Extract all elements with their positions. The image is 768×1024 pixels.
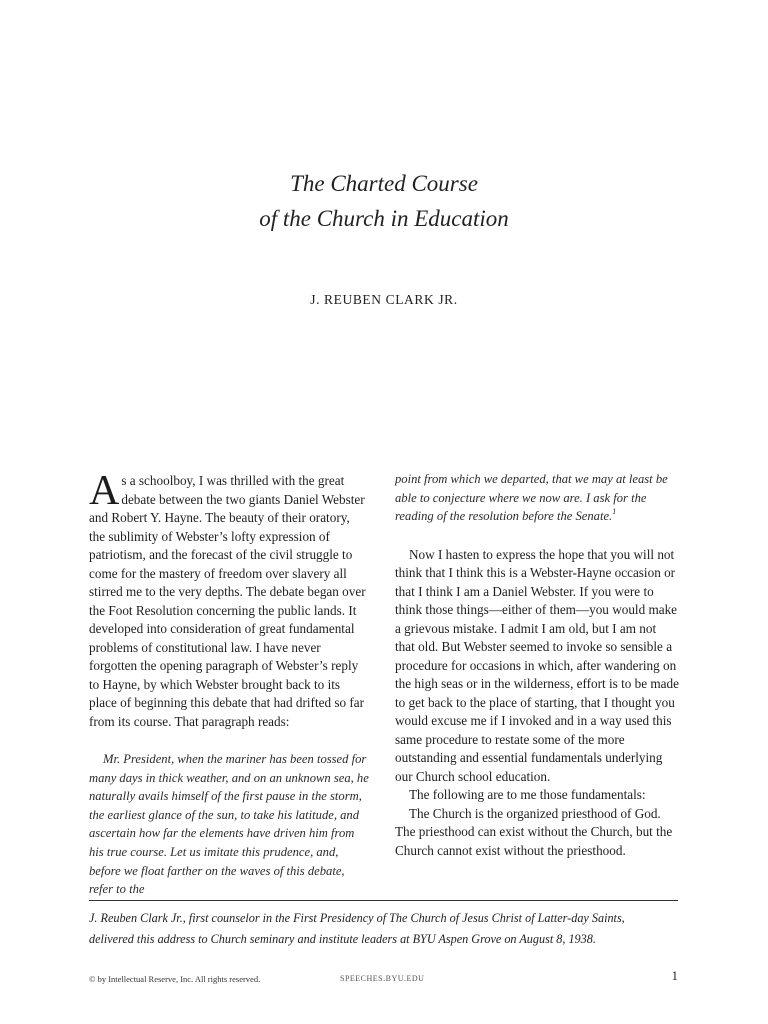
page-number: 1 — [671, 968, 678, 983]
left-column — [89, 468, 369, 899]
copyright-notice: © by Intellectual Reserve, Inc. All rights reserved. — [89, 974, 261, 984]
author-footnote — [89, 908, 689, 949]
footnote-divider — [89, 900, 678, 901]
body-paragraph: Now I hasten to express the hope that you will not think that I think this is a Webster-Hayne occasion or that I think I am a Daniel Webster. If you were to think those things—either of them—you would make a grievous mistake. I admit I am old, but I am not that old. But Webster seemed to invoke so sensible a procedure for occasions in which, after wandering on the high seas or in the wilderness, effort is to be made to get back to the place of starting, that I thought you would excuse me if I invoked and in a way used this same procedure to restate some of the more outstanding and essential fundamentals underlying our Church school education. — [395, 546, 679, 784]
footnote-line-2: delivered this address to Church seminary and institute leaders at BYU Aspen Grove on August 8, 1938. — [89, 931, 596, 946]
author-byline: J. REUBEN CLARK JR. — [310, 292, 458, 307]
body-paragraph: The following are to me those fundamentals: — [409, 787, 646, 803]
body-paragraph: The Church is the organized priesthood of God. The priesthood can exist without the Church, but the Church cannot exist without the priesthood. — [395, 805, 673, 858]
intro-paragraph — [89, 468, 369, 731]
footnote-line-1: J. Reuben Clark Jr., first counselor in the First Presidency of The Church of Jesus Christ of Latter-day Saints, — [89, 911, 625, 925]
block-quote-continued — [395, 470, 679, 526]
footnote-reference: 1 — [612, 507, 617, 517]
right-column — [395, 470, 679, 860]
title-line-1: The Charted Course — [290, 171, 478, 196]
quote-end-text: point from which we departed, that we may at least be able to conjecture where we now are. I ask for the reading of the resolution before the Senate. — [395, 472, 668, 524]
page-title — [0, 166, 768, 236]
intro-text: s a schoolboy, I was thrilled with the great debate between the two giants Daniel Webster and Robert Y. Hayne. The beauty of their oratory, the sublimity of Webster’s lofty expression of patriotism, and the forecast of the civil struggle to come for the mastery of freedom over slavery all stirred me to the very depths. The debate began over the Foot Resolution concerning the public lands. It developed into consideration of great fundamental problems of constitutional law. I have never forgotten the opening paragraph of Webster’s reply to Hayne, by which Webster brought back to its place of beginning this debate that had drifted so far from its course. That paragraph reads: — [89, 473, 366, 729]
title-line-2: of the Church in Education — [259, 206, 509, 231]
block-quote: Mr. President, when the mariner has been tossed for many days in thick weather, and on an unknown sea, he naturally avails himself of the first pause in the storm, the earliest glance of the sun, to take his latitude, and ascertain how far the elements have driven him from his true course. Let us imitate this prudence, and, before we float farther on the waves of this debate, refer to the — [89, 752, 369, 897]
drop-cap: A — [89, 468, 120, 514]
site-link[interactable]: SPEECHES.BYU.EDU — [340, 974, 425, 983]
